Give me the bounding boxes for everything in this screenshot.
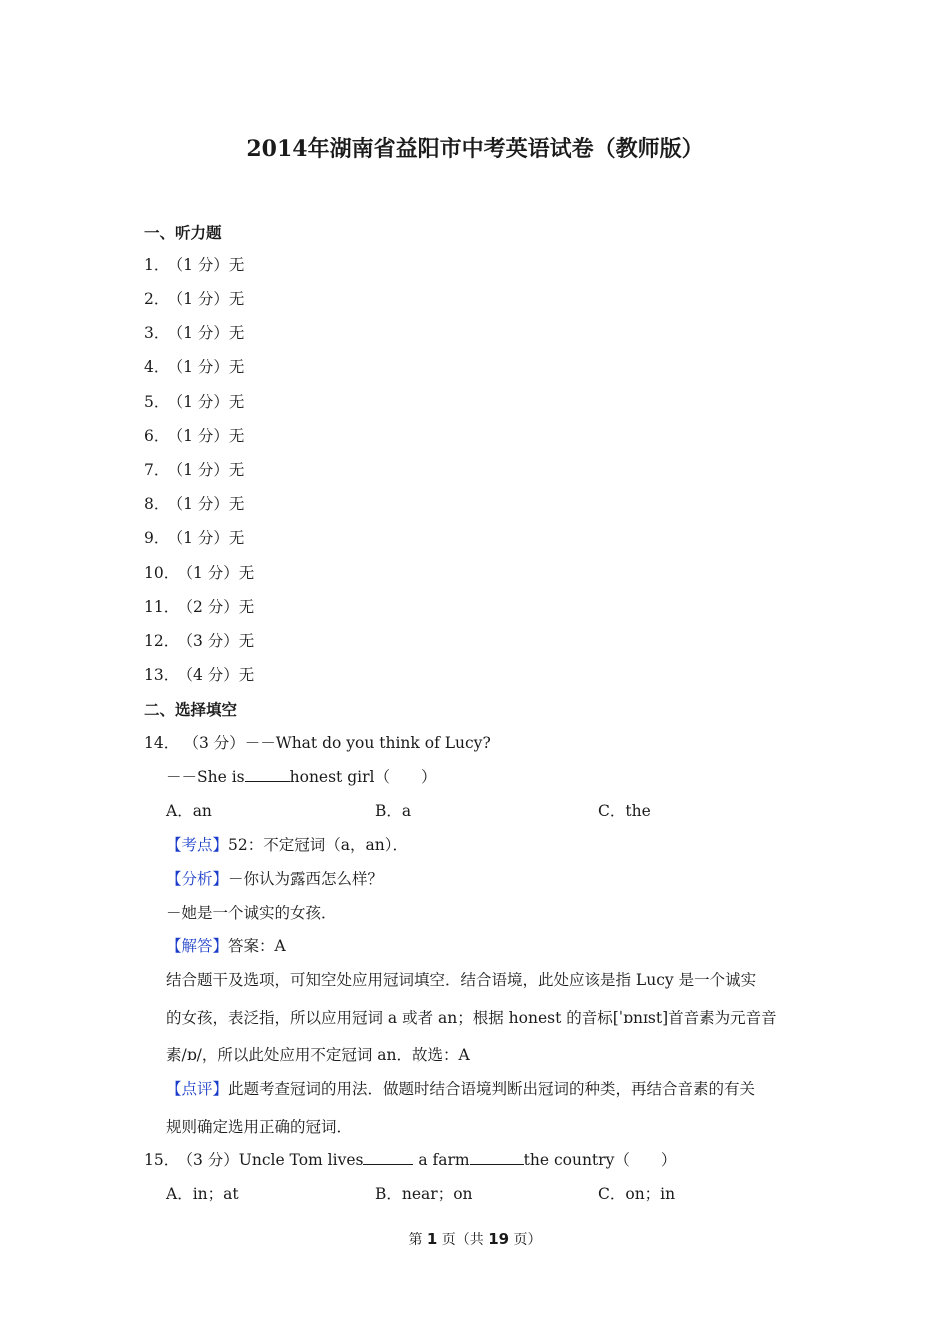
item-number: 5． [144, 393, 170, 411]
kaodian-tag: 【考点】 [166, 836, 229, 854]
item-number: 4． [144, 358, 170, 376]
option-a: A．in；at [166, 1185, 239, 1203]
listening-item [144, 460, 244, 480]
section-heading-listening: 一、听力题 [144, 223, 222, 242]
item-number: 3． [144, 324, 170, 342]
dianping: 【点评】此题考查冠词的用法．做题时结合语境判断出冠词的种类，再结合音素的有关 [166, 1080, 756, 1098]
item-number: 12． [144, 632, 180, 650]
question-number: 14． [144, 734, 180, 752]
kaodian: 【考点】52：不定冠词（a，an）． [166, 836, 408, 854]
item-text: （1 分）无 [185, 564, 255, 582]
option-c: C．on；in [598, 1185, 676, 1203]
listening-item [144, 289, 244, 309]
question-number: 15． [144, 1151, 180, 1169]
listening-item [144, 563, 254, 583]
item-number: 13． [144, 666, 180, 684]
page-number: 1 [426, 1230, 438, 1248]
section-heading-choice: 二、选择填空 [144, 700, 238, 719]
listening-item [144, 494, 244, 514]
listening-item [144, 597, 254, 617]
item-number: 1． [144, 256, 170, 274]
item-text: （3 分）无 [185, 632, 255, 650]
jieda-line3: 素/ɒ/，所以此处应用不定冠词 an．故选：A [166, 1046, 470, 1064]
jieda-line2: 的女孩，表泛指，所以应用冠词 a 或者 an；根据 honest 的音标[ˈɒnɪst]首音素为元音音 [166, 1009, 777, 1027]
listening-item [144, 528, 244, 548]
item-text: （1 分）无 [175, 324, 245, 342]
item-text: （1 分）无 [175, 461, 245, 479]
option-a: A．an [166, 802, 212, 820]
listening-item [144, 665, 254, 685]
item-text: （1 分）无 [175, 495, 245, 513]
item-text: （1 分）无 [175, 290, 245, 308]
answer-blank [363, 1150, 413, 1165]
option-b: B．a [375, 802, 412, 820]
item-number: 7． [144, 461, 170, 479]
listening-item [144, 426, 244, 446]
item-number: 9． [144, 529, 170, 547]
question-15: 15． （3 分）Uncle Tom lives a farm the country（ ） [144, 1151, 677, 1169]
item-number: 11． [144, 598, 180, 616]
question-14 [144, 733, 491, 753]
dianping-line2: 规则确定选用正确的冠词． [166, 1118, 353, 1136]
item-number: 8． [144, 495, 170, 513]
answer-blank [245, 767, 290, 782]
item-text: （1 分）无 [175, 529, 245, 547]
page-total: 19 [488, 1230, 510, 1248]
jieda-line1: 结合题干及选项，可知空处应用冠词填空．结合语境，此处应该是指 Lucy 是一个诚实 [166, 971, 757, 989]
item-text: （1 分）无 [175, 427, 245, 445]
listening-item [144, 357, 244, 377]
item-text: （1 分）无 [175, 256, 245, 274]
question-14-line2: －－She is honest girl（ ） [166, 768, 437, 786]
option-c: C．the [598, 802, 651, 820]
listening-item [144, 255, 244, 275]
item-text: （4 分）无 [185, 666, 255, 684]
listening-item [144, 392, 244, 412]
item-number: 2． [144, 290, 170, 308]
jieda: 【解答】答案：A [166, 937, 286, 955]
page-title: 2014年湖南省益阳市中考英语试卷（教师版） [246, 136, 704, 162]
item-text: （1 分）无 [175, 393, 245, 411]
item-text: （2 分）无 [185, 598, 255, 616]
answer-blank [470, 1150, 524, 1165]
item-number: 6． [144, 427, 170, 445]
listening-item [144, 323, 244, 343]
page-footer: 第 1 页（共 19 页） [408, 1230, 542, 1248]
question-stem: （3 分）－－What do you think of Lucy? [191, 734, 491, 752]
item-text: （1 分）无 [175, 358, 245, 376]
fenxi: 【分析】－你认为露西怎么样？ [166, 870, 384, 888]
fenxi-line2: －她是一个诚实的女孩． [166, 904, 337, 922]
option-b: B．near；on [375, 1185, 473, 1203]
listening-item [144, 631, 254, 651]
item-number: 10． [144, 564, 180, 582]
jieda-tag: 【解答】 [166, 937, 229, 955]
dianping-tag: 【点评】 [166, 1080, 229, 1098]
fenxi-tag: 【分析】 [166, 870, 229, 888]
